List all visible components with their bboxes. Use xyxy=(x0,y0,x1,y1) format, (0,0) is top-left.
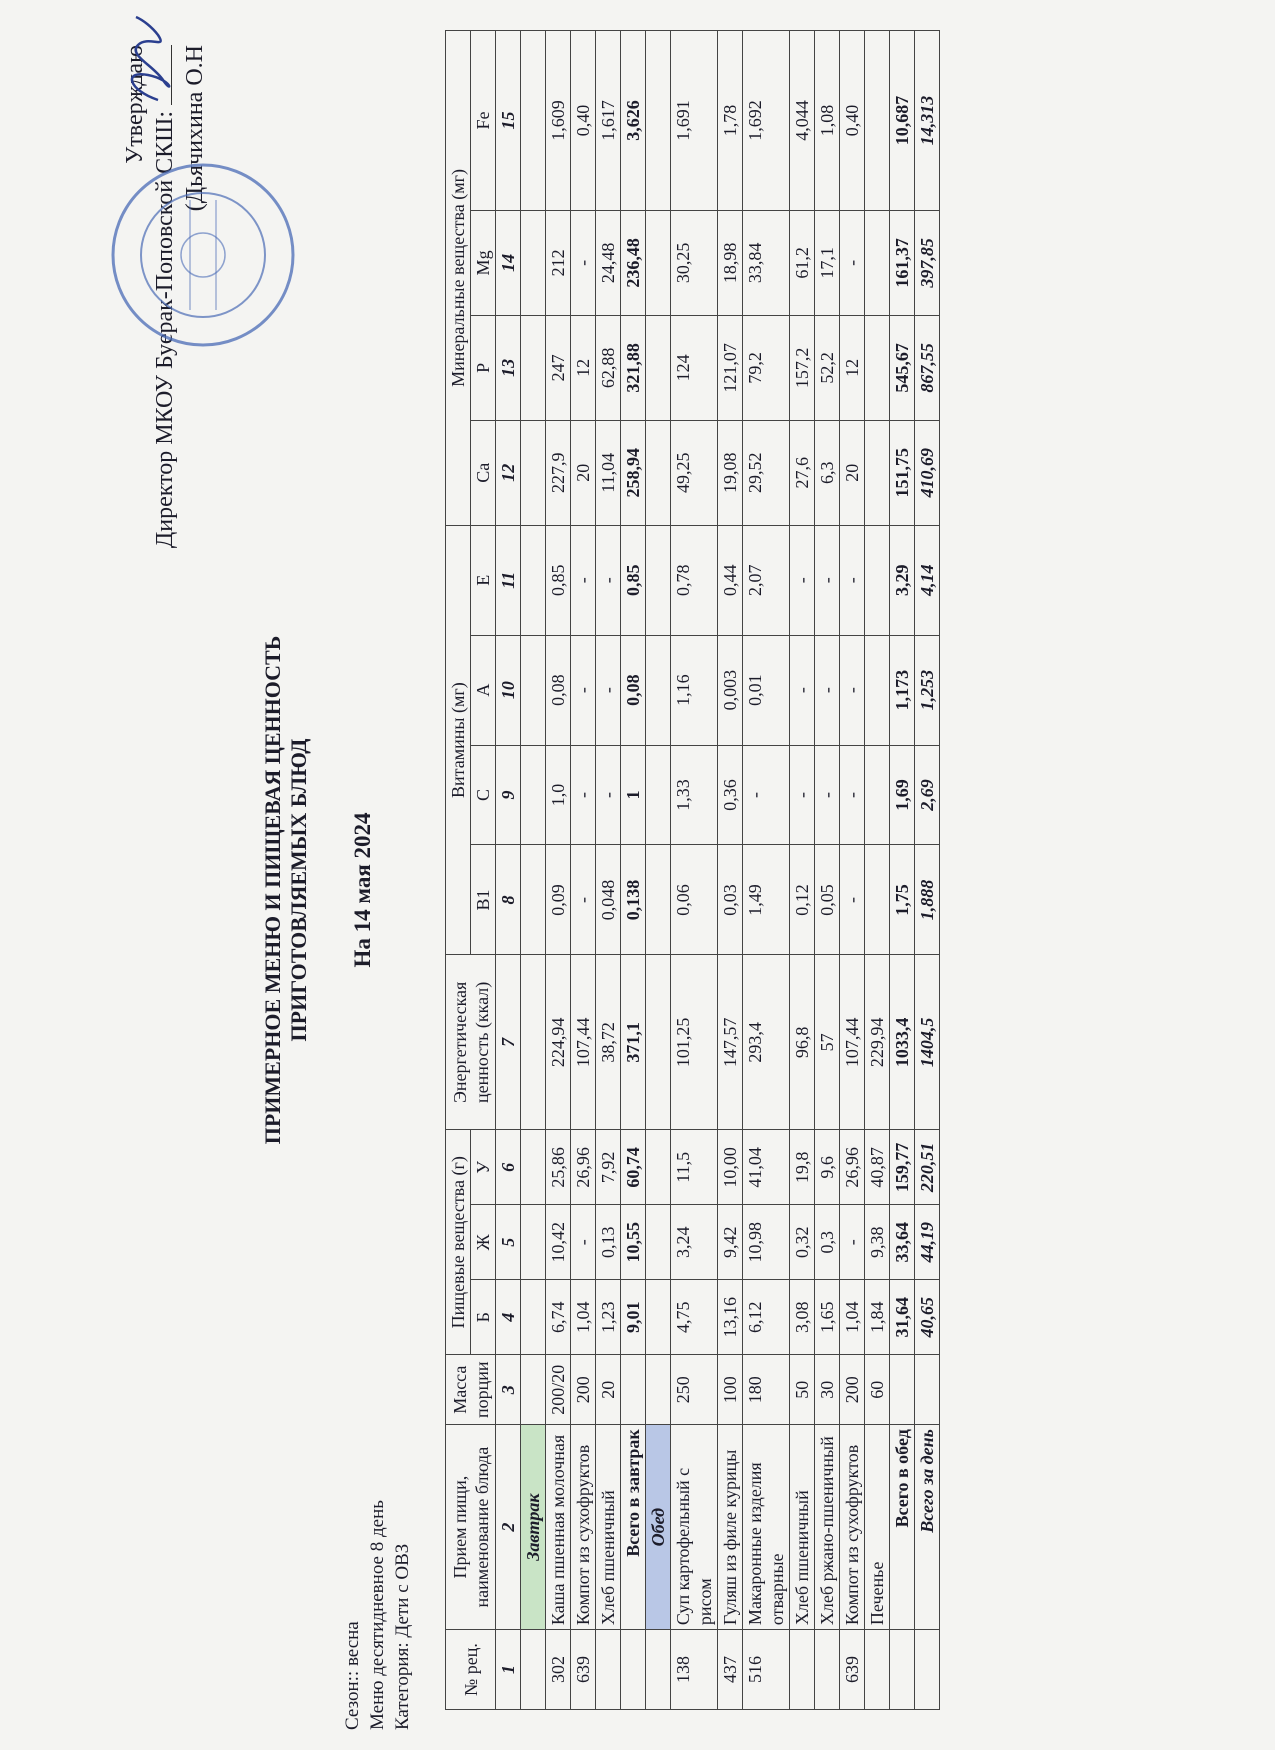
table-cell: 0,44 xyxy=(718,525,743,635)
table-cell: - xyxy=(743,745,790,845)
total-value: 1,75 xyxy=(890,845,915,955)
table-row xyxy=(718,31,743,1710)
table-cell: 107,44 xyxy=(840,955,865,1130)
table-cell: - xyxy=(815,635,840,745)
table-cell: 0,78 xyxy=(671,525,718,635)
section-spacer xyxy=(521,1355,546,1425)
table-cell: 0,003 xyxy=(718,635,743,745)
table-cell: Хлеб пшеничный xyxy=(596,1425,621,1630)
table-cell: 302 xyxy=(546,1630,571,1710)
table-cell: 0,13 xyxy=(596,1205,621,1280)
table-cell: - xyxy=(840,525,865,635)
table-cell: 11,04 xyxy=(596,420,621,525)
header-nutrients: Пищевые вещества (г) xyxy=(446,1130,471,1355)
table-cell: 26,96 xyxy=(571,1130,596,1205)
section-spacer xyxy=(646,635,671,745)
category-text: Категория: Дети с ОВЗ xyxy=(392,1543,413,1730)
menu-table xyxy=(445,30,940,1710)
section-spacer xyxy=(521,210,546,315)
table-cell xyxy=(865,315,890,420)
table-row xyxy=(571,31,596,1710)
total-value: 44,19 xyxy=(915,1205,940,1280)
total-value: 258,94 xyxy=(621,420,646,525)
header-minerals: Минеральные вещества (мг) xyxy=(446,31,471,526)
total-value: 3,29 xyxy=(890,525,915,635)
table-cell: 6,12 xyxy=(743,1280,790,1355)
table-cell: 50 xyxy=(790,1355,815,1425)
table-cell: 20 xyxy=(571,420,596,525)
table-cell: 0,40 xyxy=(571,31,596,211)
header-rec: № рец. xyxy=(446,1630,496,1710)
total-row-lunch xyxy=(890,31,915,1710)
table-cell: 0,05 xyxy=(815,845,840,955)
total-value: 545,67 xyxy=(890,315,915,420)
table-cell xyxy=(865,31,890,211)
section-spacer xyxy=(646,845,671,955)
header-carbs: У xyxy=(471,1130,496,1205)
header-b1: B1 xyxy=(471,845,496,955)
table-cell: 516 xyxy=(743,1630,790,1710)
table-cell: 0,03 xyxy=(718,845,743,955)
total-value: 1404,5 xyxy=(915,955,940,1130)
header-vitamins: Витамины (мг) xyxy=(446,525,471,955)
table-cell: - xyxy=(840,1205,865,1280)
table-cell: 30 xyxy=(815,1355,840,1425)
section-spacer xyxy=(646,1130,671,1205)
table-cell: 96,8 xyxy=(790,955,815,1130)
column-number: 12 xyxy=(496,420,521,525)
total-value: 60,74 xyxy=(621,1130,646,1205)
table-cell: 1,692 xyxy=(743,31,790,211)
table-cell: 224,94 xyxy=(546,955,571,1130)
section-spacer xyxy=(646,955,671,1130)
table-cell: - xyxy=(571,845,596,955)
table-cell: 0,85 xyxy=(546,525,571,635)
column-number: 3 xyxy=(496,1355,521,1425)
table-header-row xyxy=(446,31,471,1710)
table-cell: 200 xyxy=(840,1355,865,1425)
section-spacer xyxy=(646,420,671,525)
table-cell: 180 xyxy=(743,1355,790,1425)
section-spacer xyxy=(521,1280,546,1355)
table-cell: 0,06 xyxy=(671,845,718,955)
table-cell: 25,86 xyxy=(546,1130,571,1205)
total-value: 236,48 xyxy=(621,210,646,315)
total-row-breakfast xyxy=(621,31,646,1710)
table-row xyxy=(743,31,790,1710)
table-cell xyxy=(790,1630,815,1710)
table-cell: 1,84 xyxy=(865,1280,890,1355)
table-cell: 1,691 xyxy=(671,31,718,211)
section-spacer xyxy=(521,1205,546,1280)
total-value: 371,1 xyxy=(621,955,646,1130)
approval-line-1: Утверждаю xyxy=(122,45,148,164)
table-cell: 437 xyxy=(718,1630,743,1710)
total-value: 867,55 xyxy=(915,315,940,420)
table-cell: 33,84 xyxy=(743,210,790,315)
table-cell: 10,42 xyxy=(546,1205,571,1280)
total-value: 159,77 xyxy=(890,1130,915,1205)
table-cell: 0,3 xyxy=(815,1205,840,1280)
header-fe: Fe xyxy=(471,31,496,211)
table-cell: 200 xyxy=(571,1355,596,1425)
table-cell: 101,25 xyxy=(671,955,718,1130)
column-number: 7 xyxy=(496,955,521,1130)
table-cell: - xyxy=(596,745,621,845)
table-cell: 157,2 xyxy=(790,315,815,420)
table-row xyxy=(546,31,571,1710)
table-cell: 1,23 xyxy=(596,1280,621,1355)
table-cell: 3,08 xyxy=(790,1280,815,1355)
total-value: 4,14 xyxy=(915,525,940,635)
table-cell xyxy=(865,210,890,315)
table-cell: 10,00 xyxy=(718,1130,743,1205)
header-fat: Ж xyxy=(471,1205,496,1280)
total-label: Всего за день xyxy=(915,1425,940,1630)
total-value: 33,64 xyxy=(890,1205,915,1280)
table-row xyxy=(596,31,621,1710)
section-spacer xyxy=(521,955,546,1130)
column-number: 2 xyxy=(496,1425,521,1630)
table-cell: - xyxy=(571,635,596,745)
meta-block xyxy=(340,1500,415,1730)
table-cell: - xyxy=(790,635,815,745)
title-line-2: ПРИГОТОВЛЯЕМЫХ БЛЮД xyxy=(286,738,311,1042)
column-number: 6 xyxy=(496,1130,521,1205)
table-cell: 1,0 xyxy=(546,745,571,845)
table-cell: Макаронные изделия отварные xyxy=(743,1425,790,1630)
table-cell: 3,24 xyxy=(671,1205,718,1280)
table-cell: 6,3 xyxy=(815,420,840,525)
total-value: 151,75 xyxy=(890,420,915,525)
season-text: Сезон:: весна xyxy=(342,1621,363,1730)
table-cell: 26,96 xyxy=(840,1130,865,1205)
table-cell: 29,52 xyxy=(743,420,790,525)
table-cell: 639 xyxy=(840,1630,865,1710)
section-spacer xyxy=(646,210,671,315)
header-energy: Энергетическая ценность (ккал) xyxy=(446,955,496,1130)
table-cell: 212 xyxy=(546,210,571,315)
section-spacer xyxy=(646,1355,671,1425)
table-cell: 250 xyxy=(671,1355,718,1425)
section-spacer xyxy=(646,31,671,211)
table-cell: 7,92 xyxy=(596,1130,621,1205)
table-cell xyxy=(890,1630,915,1710)
header-name: Прием пищи, наименование блюда xyxy=(446,1425,496,1630)
column-number: 5 xyxy=(496,1205,521,1280)
table-cell: 100 xyxy=(718,1355,743,1425)
table-cell: 18,98 xyxy=(718,210,743,315)
total-value: 220,51 xyxy=(915,1130,940,1205)
table-cell: 57 xyxy=(815,955,840,1130)
table-cell: 247 xyxy=(546,315,571,420)
section-spacer xyxy=(521,1630,546,1710)
total-value: 0,85 xyxy=(621,525,646,635)
table-cell: 1,16 xyxy=(671,635,718,745)
section-spacer xyxy=(646,525,671,635)
table-cell: 60 xyxy=(865,1355,890,1425)
table-cell: 27,6 xyxy=(790,420,815,525)
total-value: 321,88 xyxy=(621,315,646,420)
table-cell: - xyxy=(596,525,621,635)
table-cell: 0,12 xyxy=(790,845,815,955)
table-cell xyxy=(865,745,890,845)
table-cell: 121,07 xyxy=(718,315,743,420)
total-label: Всего в завтрак xyxy=(621,1425,646,1630)
table-cell: 2,07 xyxy=(743,525,790,635)
table-cell xyxy=(865,525,890,635)
table-cell: - xyxy=(790,745,815,845)
table-cell: 38,72 xyxy=(596,955,621,1130)
table-cell: - xyxy=(840,635,865,745)
column-number: 14 xyxy=(496,210,521,315)
total-value xyxy=(621,1355,646,1425)
total-value: 1 xyxy=(621,745,646,845)
table-cell: 6,74 xyxy=(546,1280,571,1355)
approval-line-3: (Дьячихина О.Н xyxy=(182,45,208,212)
table-cell: 17,1 xyxy=(815,210,840,315)
table-cell: - xyxy=(815,525,840,635)
table-cell: - xyxy=(840,845,865,955)
total-value xyxy=(890,1355,915,1425)
table-cell: - xyxy=(596,635,621,745)
table-cell: - xyxy=(790,525,815,635)
table-cell: 1,617 xyxy=(596,31,621,211)
section-spacer xyxy=(521,31,546,211)
table-cell: 61,2 xyxy=(790,210,815,315)
total-value: 40,65 xyxy=(915,1280,940,1355)
table-cell: Компот из сухофруктов xyxy=(571,1425,596,1630)
table-row xyxy=(671,31,718,1710)
column-number-row xyxy=(496,31,521,1710)
table-row xyxy=(790,31,815,1710)
table-cell: 1,08 xyxy=(815,31,840,211)
total-value: 0,138 xyxy=(621,845,646,955)
section-spacer xyxy=(646,315,671,420)
section-label-lunch: Обед xyxy=(646,1425,671,1630)
table-cell: 0,08 xyxy=(546,635,571,745)
table-cell: 40,87 xyxy=(865,1130,890,1205)
total-value: 1,888 xyxy=(915,845,940,955)
table-cell: 4,044 xyxy=(790,31,815,211)
total-value: 3,626 xyxy=(621,31,646,211)
section-spacer xyxy=(521,315,546,420)
table-cell: 20 xyxy=(840,420,865,525)
table-cell: 41,04 xyxy=(743,1130,790,1205)
section-spacer xyxy=(646,745,671,845)
table-cell: 24,48 xyxy=(596,210,621,315)
table-cell: 0,01 xyxy=(743,635,790,745)
menu-table-body xyxy=(496,31,940,1710)
table-cell: 4,75 xyxy=(671,1280,718,1355)
column-number: 4 xyxy=(496,1280,521,1355)
section-spacer xyxy=(521,525,546,635)
column-number: 13 xyxy=(496,315,521,420)
table-cell: 639 xyxy=(571,1630,596,1710)
section-spacer xyxy=(521,745,546,845)
table-cell: 10,98 xyxy=(743,1205,790,1280)
page-title xyxy=(260,570,376,1210)
section-spacer xyxy=(521,420,546,525)
header-e: E xyxy=(471,525,496,635)
menu-day-text: Меню десятидневное 8 день xyxy=(367,1500,388,1730)
table-cell: 9,38 xyxy=(865,1205,890,1280)
total-value: 410,69 xyxy=(915,420,940,525)
signature-icon xyxy=(118,15,178,105)
table-cell xyxy=(865,1630,890,1710)
table-cell xyxy=(915,1630,940,1710)
section-spacer xyxy=(521,635,546,745)
table-cell: 0,048 xyxy=(596,845,621,955)
section-spacer xyxy=(646,1630,671,1710)
table-cell: 1,04 xyxy=(571,1280,596,1355)
section-row-breakfast xyxy=(521,31,546,1710)
header-p: P xyxy=(471,315,496,420)
table-cell: 20 xyxy=(596,1355,621,1425)
table-cell: Печенье xyxy=(865,1425,890,1630)
table-cell: 1,33 xyxy=(671,745,718,845)
total-value: 1,69 xyxy=(890,745,915,845)
table-cell: 1,609 xyxy=(546,31,571,211)
total-value: 161,37 xyxy=(890,210,915,315)
table-cell: 79,2 xyxy=(743,315,790,420)
table-cell xyxy=(865,635,890,745)
table-cell: 138 xyxy=(671,1630,718,1710)
menu-date: На 14 мая 2024 xyxy=(350,812,375,968)
table-cell: 0,36 xyxy=(718,745,743,845)
table-cell: - xyxy=(815,745,840,845)
table-cell: 1,65 xyxy=(815,1280,840,1355)
table-cell: 1,78 xyxy=(718,31,743,211)
table-row xyxy=(815,31,840,1710)
total-value: 0,08 xyxy=(621,635,646,745)
total-value: 1033,4 xyxy=(890,955,915,1130)
total-label: Всего в обед xyxy=(890,1425,915,1630)
section-row-lunch xyxy=(646,31,671,1710)
table-cell: 0,09 xyxy=(546,845,571,955)
total-row-day xyxy=(915,31,940,1710)
column-number: 15 xyxy=(496,31,521,211)
table-cell xyxy=(815,1630,840,1710)
total-value: 397,85 xyxy=(915,210,940,315)
table-cell: 11,5 xyxy=(671,1130,718,1205)
column-number: 11 xyxy=(496,525,521,635)
table-cell: 293,4 xyxy=(743,955,790,1130)
table-cell: 30,25 xyxy=(671,210,718,315)
table-cell xyxy=(865,845,890,955)
table-row xyxy=(865,31,890,1710)
total-value: 14,313 xyxy=(915,31,940,211)
title-line-1: ПРИМЕРНОЕ МЕНЮ И ПИЩЕВАЯ ЦЕННОСТЬ xyxy=(260,635,285,1145)
table-cell: - xyxy=(840,210,865,315)
table-cell: 52,2 xyxy=(815,315,840,420)
column-number: 1 xyxy=(496,1630,521,1710)
table-cell: 49,25 xyxy=(671,420,718,525)
table-cell: Хлеб пшеничный xyxy=(790,1425,815,1630)
total-value: 9,01 xyxy=(621,1280,646,1355)
column-number: 9 xyxy=(496,745,521,845)
total-value: 10,687 xyxy=(890,31,915,211)
table-cell: 1,49 xyxy=(743,845,790,955)
round-stamp-icon xyxy=(108,160,298,350)
header-a: A xyxy=(471,635,496,745)
table-cell: 200/20 xyxy=(546,1355,571,1425)
total-value xyxy=(915,1355,940,1425)
table-cell: Каша пшенная молочная xyxy=(546,1425,571,1630)
header-ca: Ca xyxy=(471,420,496,525)
table-cell: - xyxy=(571,210,596,315)
table-cell: 124 xyxy=(671,315,718,420)
section-spacer xyxy=(521,1130,546,1205)
total-value: 1,173 xyxy=(890,635,915,745)
header-protein: Б xyxy=(471,1280,496,1355)
header-mass: Масса порции xyxy=(446,1355,496,1425)
section-label-breakfast: Завтрак xyxy=(521,1425,546,1630)
table-cell: 9,6 xyxy=(815,1130,840,1205)
total-value: 10,55 xyxy=(621,1205,646,1280)
total-value: 31,64 xyxy=(890,1280,915,1355)
table-cell xyxy=(621,1630,646,1710)
table-cell: 19,8 xyxy=(790,1130,815,1205)
table-cell: 12 xyxy=(571,315,596,420)
table-cell: 62,88 xyxy=(596,315,621,420)
column-number: 10 xyxy=(496,635,521,745)
table-cell: 1,04 xyxy=(840,1280,865,1355)
table-cell: 0,32 xyxy=(790,1205,815,1280)
table-cell: 9,42 xyxy=(718,1205,743,1280)
table-cell: - xyxy=(571,525,596,635)
total-value: 1,253 xyxy=(915,635,940,745)
section-spacer xyxy=(646,1280,671,1355)
table-cell: 13,16 xyxy=(718,1280,743,1355)
table-cell: 12 xyxy=(840,315,865,420)
table-cell: 227,9 xyxy=(546,420,571,525)
table-row xyxy=(840,31,865,1710)
table-cell: - xyxy=(840,745,865,845)
table-cell: 19,08 xyxy=(718,420,743,525)
table-cell: Хлеб ржано-пшеничный xyxy=(815,1425,840,1630)
table-cell: Компот из сухофруктов xyxy=(840,1425,865,1630)
column-number: 8 xyxy=(496,845,521,955)
table-cell: 229,94 xyxy=(865,955,890,1130)
table-cell: Суп картофельный с рисом xyxy=(671,1425,718,1630)
table-cell: Гуляш из филе курицы xyxy=(718,1425,743,1630)
table-cell: - xyxy=(571,1205,596,1280)
header-mg: Mg xyxy=(471,210,496,315)
table-cell: 0,40 xyxy=(840,31,865,211)
table-cell: - xyxy=(571,745,596,845)
approval-line-2: Директор МКОУ Буерак-Поповской СКШ: xyxy=(150,45,180,565)
total-value: 2,69 xyxy=(915,745,940,845)
section-spacer xyxy=(646,1205,671,1280)
header-c: C xyxy=(471,745,496,845)
table-cell: 107,44 xyxy=(571,955,596,1130)
table-cell: 147,57 xyxy=(718,955,743,1130)
table-cell xyxy=(865,420,890,525)
section-spacer xyxy=(521,845,546,955)
table-cell xyxy=(596,1630,621,1710)
